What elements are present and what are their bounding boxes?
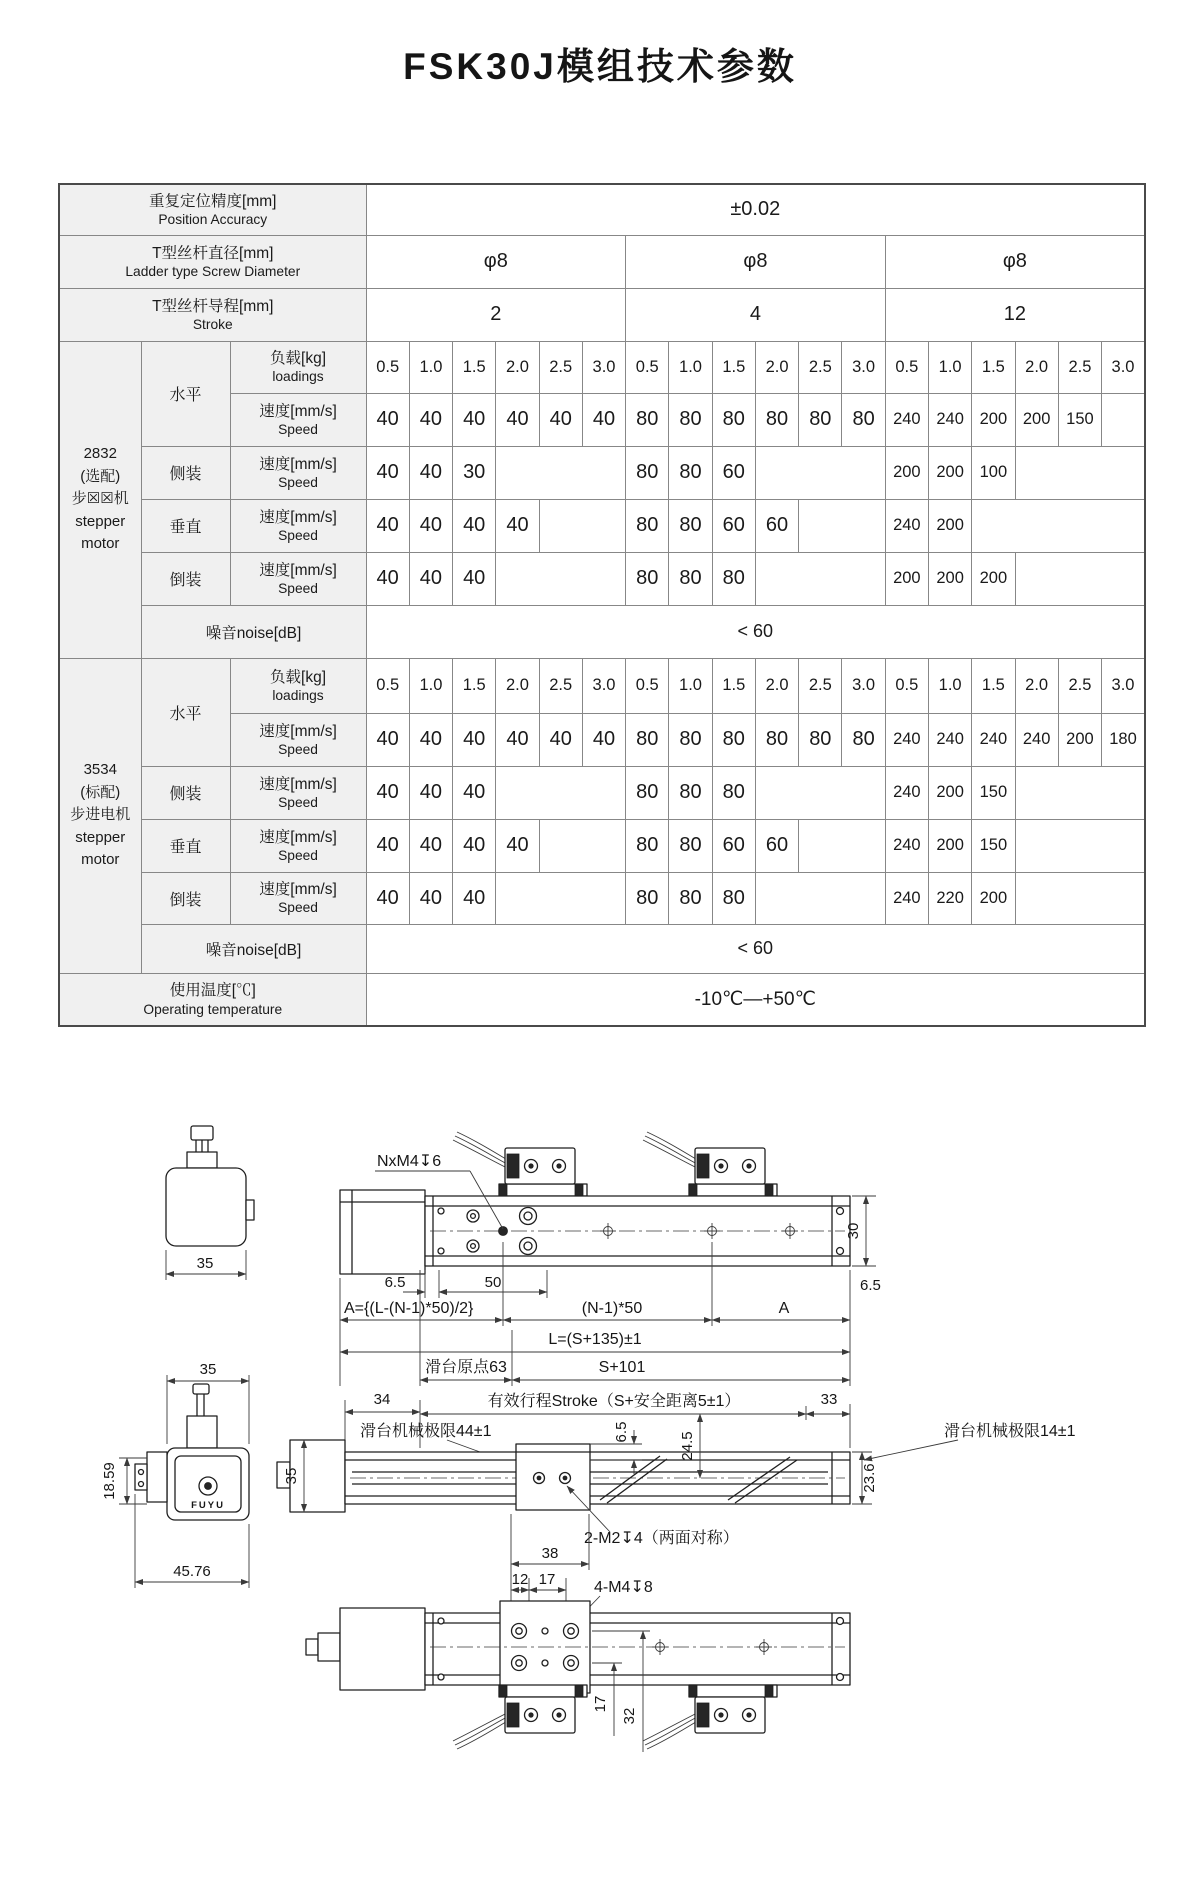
brand-label: FUYU [191, 1500, 225, 1511]
loading-cell: 3.0 [582, 341, 625, 393]
speed-cell: 40 [409, 766, 452, 819]
speed-cell: 40 [539, 713, 582, 766]
speed-cell: 40 [366, 819, 409, 872]
speed-cell: 220 [928, 872, 971, 924]
speed-cell: 40 [409, 552, 452, 605]
speed-cell: 80 [669, 766, 712, 819]
dim-6-5-mid: 6.5 [613, 1421, 630, 1443]
row-label: 负载[kg] loadings [230, 341, 366, 393]
loading-cell: 1.0 [409, 341, 452, 393]
loading-cell: 0.5 [885, 658, 928, 713]
speed-cell: 60 [712, 499, 755, 552]
dim-23-6: 23.6 [861, 1463, 878, 1493]
row-label: T型丝杆直径[mm] Ladder type Screw Diameter [59, 235, 366, 288]
speed-cell: 80 [669, 872, 712, 924]
orientation-cell: 倒装 [141, 552, 230, 605]
speed-cell: 80 [626, 499, 669, 552]
speed-cell: 80 [712, 713, 755, 766]
temperature-value-cell: -10℃—+50℃ [366, 973, 1145, 1026]
loading-cell: 1.0 [928, 341, 971, 393]
speed-cell: 80 [626, 766, 669, 819]
loading-cell: 1.0 [669, 658, 712, 713]
dim-50: 50 [484, 1274, 502, 1291]
speed-cell: 40 [366, 446, 409, 499]
loading-cell: 2.5 [539, 341, 582, 393]
loading-cell: 3.0 [842, 341, 885, 393]
speed-cell: 200 [928, 552, 971, 605]
speed-cell: 180 [1102, 713, 1145, 766]
loading-cell: 2.0 [755, 658, 798, 713]
loading-cell: 0.5 [885, 341, 928, 393]
speed-cell: 240 [885, 393, 928, 446]
speed-cell: 150 [1058, 393, 1101, 446]
speed-cell: 200 [1058, 713, 1101, 766]
header-value-cell: φ8 [885, 235, 1145, 288]
speed-cell: 40 [409, 446, 452, 499]
loading-cell: 1.0 [928, 658, 971, 713]
dim-17b: 17 [592, 1695, 609, 1713]
speed-cell: 40 [582, 713, 625, 766]
loading-cell: 2.5 [1058, 341, 1101, 393]
row-label: 速度[mm/s] Speed [230, 499, 366, 552]
speed-cell: 40 [366, 499, 409, 552]
speed-cell: 200 [972, 872, 1015, 924]
speed-cell: 240 [885, 766, 928, 819]
dim-18-59: 18.59 [101, 1462, 118, 1500]
dim-32: 32 [621, 1707, 638, 1725]
formula-n50: (N-1)*50 [581, 1300, 643, 1317]
speed-cell: 40 [496, 393, 539, 446]
row-label: 速度[mm/s] Speed [230, 819, 366, 872]
speed-cell: 80 [842, 713, 885, 766]
dim-limit-44: 滑台机械极限44±1 [360, 1423, 492, 1440]
loading-cell: 1.0 [669, 341, 712, 393]
speed-cell: 40 [409, 872, 452, 924]
loading-cell: 0.5 [626, 658, 669, 713]
speed-cell: 240 [885, 713, 928, 766]
dim-35-top: 35 [199, 1361, 217, 1378]
dim-limit-14: 滑台机械极限14±1 [944, 1423, 1076, 1440]
loading-cell: 3.0 [1102, 658, 1145, 713]
speed-cell: 40 [366, 872, 409, 924]
loading-cell: 3.0 [1102, 341, 1145, 393]
speed-cell: 80 [712, 872, 755, 924]
speed-cell: 40 [409, 713, 452, 766]
header-value-cell: φ8 [626, 235, 886, 288]
speed-cell: 60 [712, 819, 755, 872]
loading-cell: 3.0 [582, 658, 625, 713]
orientation-cell: 侧装 [141, 446, 230, 499]
loading-cell: 2.0 [1015, 658, 1058, 713]
speed-cell: 40 [496, 713, 539, 766]
speed-cell: 40 [453, 819, 496, 872]
dim-effective-stroke: 有效行程Stroke（S+安全距离5±1） [487, 1393, 741, 1410]
header-value-cell: 2 [366, 288, 626, 341]
speed-cell: 40 [366, 393, 409, 446]
speed-cell: 30 [453, 446, 496, 499]
formula-a: A={(L-(N-1)*50)/2} [344, 1300, 474, 1317]
speed-cell: 40 [453, 499, 496, 552]
speed-cell: 40 [366, 766, 409, 819]
loading-cell: 1.0 [409, 658, 452, 713]
header-value-cell: ±0.02 [366, 184, 1145, 235]
speed-cell: 40 [409, 819, 452, 872]
dim-33: 33 [820, 1391, 838, 1408]
row-label: 速度[mm/s] Speed [230, 393, 366, 446]
loading-cell: 0.5 [366, 658, 409, 713]
speed-cell: 240 [928, 393, 971, 446]
loading-cell: 0.5 [366, 341, 409, 393]
speed-cell: 80 [669, 499, 712, 552]
row-label: 速度[mm/s] Speed [230, 872, 366, 924]
speed-cell: 150 [972, 766, 1015, 819]
speed-cell: 200 [972, 393, 1015, 446]
dim-a: A [778, 1300, 790, 1317]
loading-cell: 1.5 [453, 341, 496, 393]
speed-cell: 80 [669, 446, 712, 499]
orientation-cell: 水平 [141, 658, 230, 766]
speed-cell: 240 [972, 713, 1015, 766]
loading-cell: 1.5 [712, 341, 755, 393]
loading-cell: 1.5 [972, 341, 1015, 393]
note-m2: 2-M2↧4（两面对称） [584, 1530, 739, 1547]
row-label: 速度[mm/s] Speed [230, 766, 366, 819]
speed-cell: 40 [453, 393, 496, 446]
loading-cell: 2.0 [496, 341, 539, 393]
loading-cell: 2.0 [1015, 341, 1058, 393]
speed-cell: 40 [582, 393, 625, 446]
noise-value-cell: < 60 [366, 605, 1145, 658]
speed-cell: 80 [626, 446, 669, 499]
speed-cell: 150 [972, 819, 1015, 872]
noise-label-cell: 噪音noise[dB] [141, 605, 366, 658]
speed-cell: 80 [712, 393, 755, 446]
noise-label-cell: 噪音noise[dB] [141, 924, 366, 973]
loading-cell: 2.5 [539, 658, 582, 713]
speed-cell: 80 [626, 872, 669, 924]
orientation-cell: 水平 [141, 341, 230, 446]
motor-rear-view [166, 1126, 254, 1280]
speed-cell: 40 [453, 713, 496, 766]
speed-cell: 40 [409, 499, 452, 552]
speed-cell: 40 [496, 499, 539, 552]
row-label: 使用温度[℃] Operating temperature [59, 973, 366, 1026]
speed-cell: 80 [669, 819, 712, 872]
loading-cell: 1.5 [712, 658, 755, 713]
speed-cell: 200 [928, 819, 971, 872]
row-label: T型丝杆导程[mm] Stroke [59, 288, 366, 341]
speed-cell: 80 [842, 393, 885, 446]
speed-cell: 60 [755, 819, 798, 872]
speed-cell: 200 [885, 446, 928, 499]
row-label: 重复定位精度[mm] Position Accuracy [59, 184, 366, 235]
speed-cell: 200 [928, 499, 971, 552]
speed-cell: 240 [885, 819, 928, 872]
speed-cell: 60 [755, 499, 798, 552]
speed-cell: 240 [885, 499, 928, 552]
page-title: FSK30J模组技术参数 [403, 46, 797, 87]
speed-cell: 80 [669, 393, 712, 446]
dim-34: 34 [373, 1391, 391, 1408]
row-label: 速度[mm/s] Speed [230, 552, 366, 605]
speed-cell: 200 [928, 446, 971, 499]
dim-6-5-left: 6.5 [384, 1274, 406, 1291]
speed-cell: 40 [453, 766, 496, 819]
speed-cell: 80 [626, 393, 669, 446]
loading-cell: 3.0 [842, 658, 885, 713]
speed-cell: 80 [712, 552, 755, 605]
speed-cell: 80 [712, 766, 755, 819]
row-label: 速度[mm/s] Speed [230, 713, 366, 766]
speed-cell: 40 [453, 872, 496, 924]
speed-cell: 80 [755, 393, 798, 446]
speed-cell: 200 [1015, 393, 1058, 446]
speed-cell: 80 [626, 713, 669, 766]
speed-cell: 40 [539, 393, 582, 446]
module-side-view [277, 1391, 1076, 1622]
dim-45-76: 45.76 [173, 1563, 211, 1580]
speed-cell: 200 [885, 552, 928, 605]
orientation-cell: 垂直 [141, 819, 230, 872]
speed-cell: 80 [799, 713, 842, 766]
speed-cell: 40 [409, 393, 452, 446]
module-top-view [340, 1132, 881, 1386]
orientation-cell: 垂直 [141, 499, 230, 552]
note-m4: 4-M4↧8 [594, 1579, 653, 1596]
loading-cell: 0.5 [626, 341, 669, 393]
dim-30: 30 [845, 1222, 862, 1240]
row-label: 速度[mm/s] Speed [230, 446, 366, 499]
speed-cell: 200 [928, 766, 971, 819]
orientation-cell: 侧装 [141, 766, 230, 819]
loading-cell: 2.5 [799, 658, 842, 713]
dim-35-side: 35 [283, 1467, 300, 1485]
dim-s101: S+101 [598, 1359, 646, 1376]
module-bottom-view [306, 1601, 850, 1752]
motor-label-cell: 3534 (标配) 步进电机 stepper motor [59, 658, 141, 973]
speed-cell: 80 [626, 552, 669, 605]
speed-cell: 240 [1015, 713, 1058, 766]
dim-38: 38 [541, 1545, 559, 1562]
dim-6-5-right: 6.5 [860, 1277, 881, 1294]
loading-cell: 2.5 [1058, 658, 1101, 713]
noise-value-cell: < 60 [366, 924, 1145, 973]
loading-cell: 1.5 [453, 658, 496, 713]
speed-cell: 40 [453, 552, 496, 605]
header-value-cell: 4 [626, 288, 886, 341]
speed-cell: 40 [496, 819, 539, 872]
header-value-cell: φ8 [366, 235, 626, 288]
row-label: 负载[kg] loadings [230, 658, 366, 713]
header-value-cell: 12 [885, 288, 1145, 341]
speed-cell: 80 [669, 713, 712, 766]
speed-cell: 80 [799, 393, 842, 446]
loading-cell: 2.5 [799, 341, 842, 393]
speed-cell: 240 [885, 872, 928, 924]
speed-cell: 200 [972, 552, 1015, 605]
speed-cell: 60 [712, 446, 755, 499]
speed-cell: 40 [366, 552, 409, 605]
dim-17: 17 [538, 1571, 556, 1588]
motor-side-view [101, 1361, 249, 1588]
dim-24-5: 24.5 [679, 1431, 696, 1461]
speed-cell: 40 [366, 713, 409, 766]
speed-cell: 80 [669, 552, 712, 605]
speed-cell: 80 [755, 713, 798, 766]
loading-cell: 2.0 [755, 341, 798, 393]
loading-cell: 2.0 [496, 658, 539, 713]
dim-origin-63: 滑台原点63 [425, 1359, 507, 1376]
motor-label-cell: 2832 (选配) 步☒☒机 stepper motor [59, 341, 141, 658]
formula-l: L=(S+135)±1 [548, 1331, 642, 1348]
speed-cell: 240 [928, 713, 971, 766]
speed-cell: 100 [972, 446, 1015, 499]
speed-cell: 80 [626, 819, 669, 872]
orientation-cell: 倒装 [141, 872, 230, 924]
dim-35-rear: 35 [196, 1255, 214, 1272]
loading-cell: 1.5 [972, 658, 1015, 713]
drawing-label-nxm4: NxM4↧6 [377, 1153, 442, 1170]
dim-12: 12 [511, 1571, 529, 1588]
